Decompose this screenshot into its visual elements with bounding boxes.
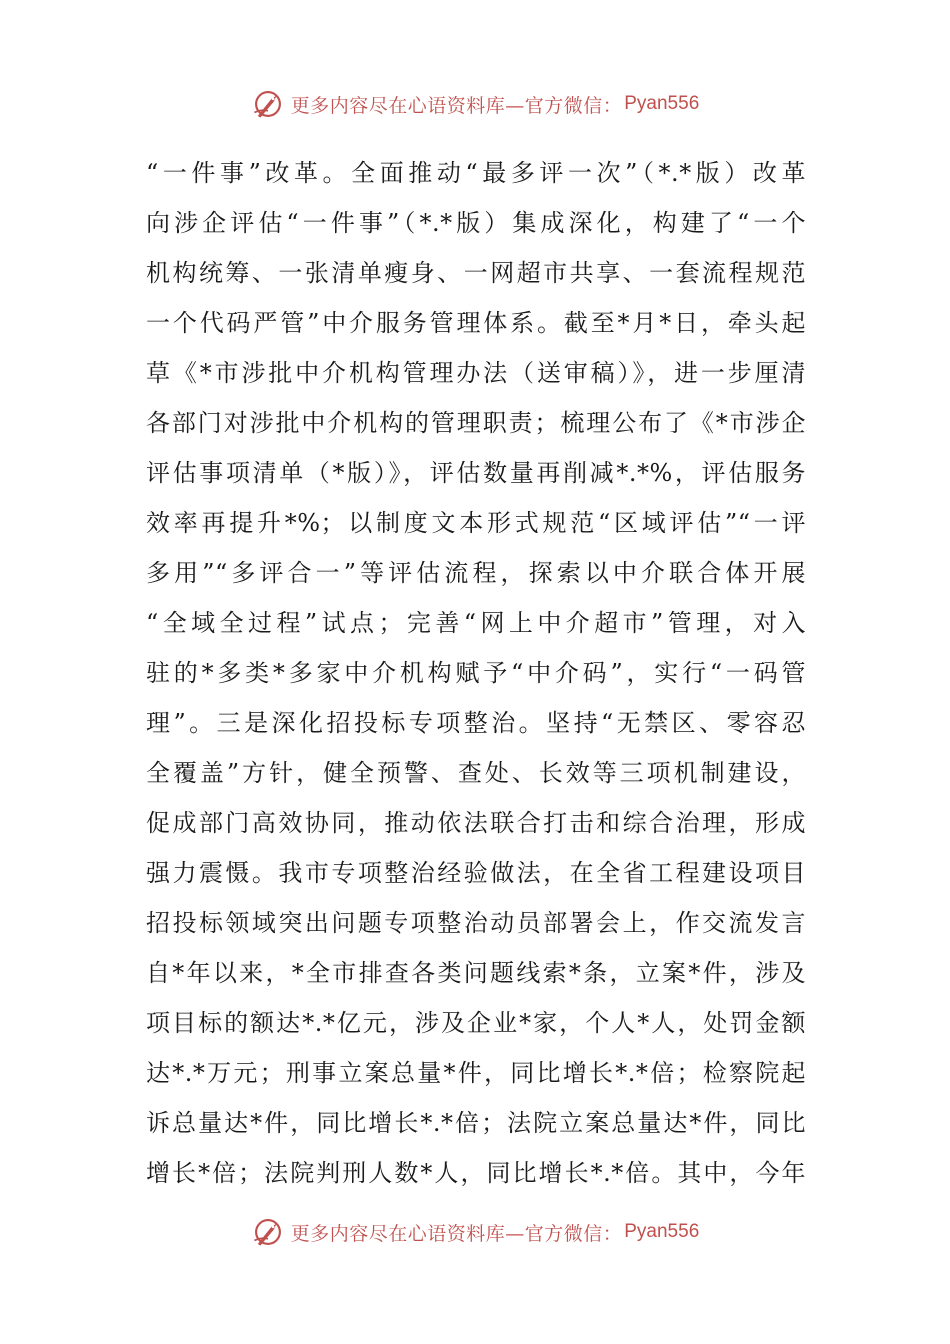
text-line-8: 效率再提升*%；以制度文本形式规范“区域评估”“一评 [146, 509, 806, 537]
document-body [146, 148, 806, 1198]
text-line-11: 驻的*多类*多家中介机构赋予“中介码”，实行“一码管 [146, 659, 806, 687]
text-line-7: 评估事项清单（*版）》，评估数量再削减*.*%，评估服务 [146, 459, 806, 487]
footer-watermark [0, 1212, 950, 1252]
pen-nib-logo-icon [251, 87, 285, 121]
text-line-4: 一个代码严管”中介服务管理体系。截至*月*日，牵头起 [146, 309, 806, 337]
text-line-9: 多用”“多评合一”等评估流程，探索以中介联合体开展 [146, 559, 806, 587]
watermark-contact: Pyan556 [624, 1221, 700, 1242]
text-line-13: 全覆盖”方针，健全预警、查处、长效等三项机制建设， [146, 759, 806, 787]
text-line-6: 各部门对涉批中介机构的管理职责；梳理公布了《*市涉企 [146, 409, 806, 437]
watermark-contact: Pyan556 [624, 93, 700, 114]
text-line-12: 理”。三是深化招投标专项整治。坚持“无禁区、零容忍 [146, 709, 806, 737]
text-line-2: 向涉企评估“一件事”（*.*版）集成深化，构建了“一个 [146, 209, 806, 237]
text-line-10: “全域全过程”试点；完善“网上中介超市”管理，对入 [146, 609, 806, 637]
header-watermark [0, 84, 950, 124]
text-line-15: 强力震慑。我市专项整治经验做法，在全省工程建设项目 [146, 859, 806, 887]
text-line-16: 招投标领域突出问题专项整治动员部署会上，作交流发言 [146, 909, 806, 937]
text-line-17: 自*年以来，*全市排查各类问题线索*条，立案*件，涉及 [146, 959, 806, 987]
watermark-text: 更多内容尽在心语资料库—官方微信： [290, 1222, 623, 1245]
text-line-20: 诉总量达*件，同比增长*.*倍；法院立案总量达*件，同比 [146, 1109, 806, 1137]
text-line-5: 草《*市涉批中介机构管理办法（送审稿）》，进一步厘清 [146, 359, 806, 387]
text-line-14: 促成部门高效协同，推动依法联合打击和综合治理，形成 [146, 809, 806, 837]
text-line-21: 增长*倍；法院判刑人数*人，同比增长*.*倍。其中，今年 [146, 1159, 806, 1187]
text-line-19: 达*.*万元；刑事立案总量*件，同比增长*.*倍；检察院起 [146, 1059, 806, 1087]
text-line-3: 机构统筹、一张清单瘦身、一网超市共享、一套流程规范 [146, 259, 806, 287]
text-line-18: 项目标的额达*.*亿元，涉及企业*家，个人*人，处罚金额 [146, 1009, 806, 1037]
pen-nib-logo-icon [251, 1215, 285, 1249]
text-line-1: “一件事”改革。全面推动“最多评一次”（*.*版）改革 [146, 159, 806, 187]
watermark-text: 更多内容尽在心语资料库—官方微信： [290, 94, 623, 117]
